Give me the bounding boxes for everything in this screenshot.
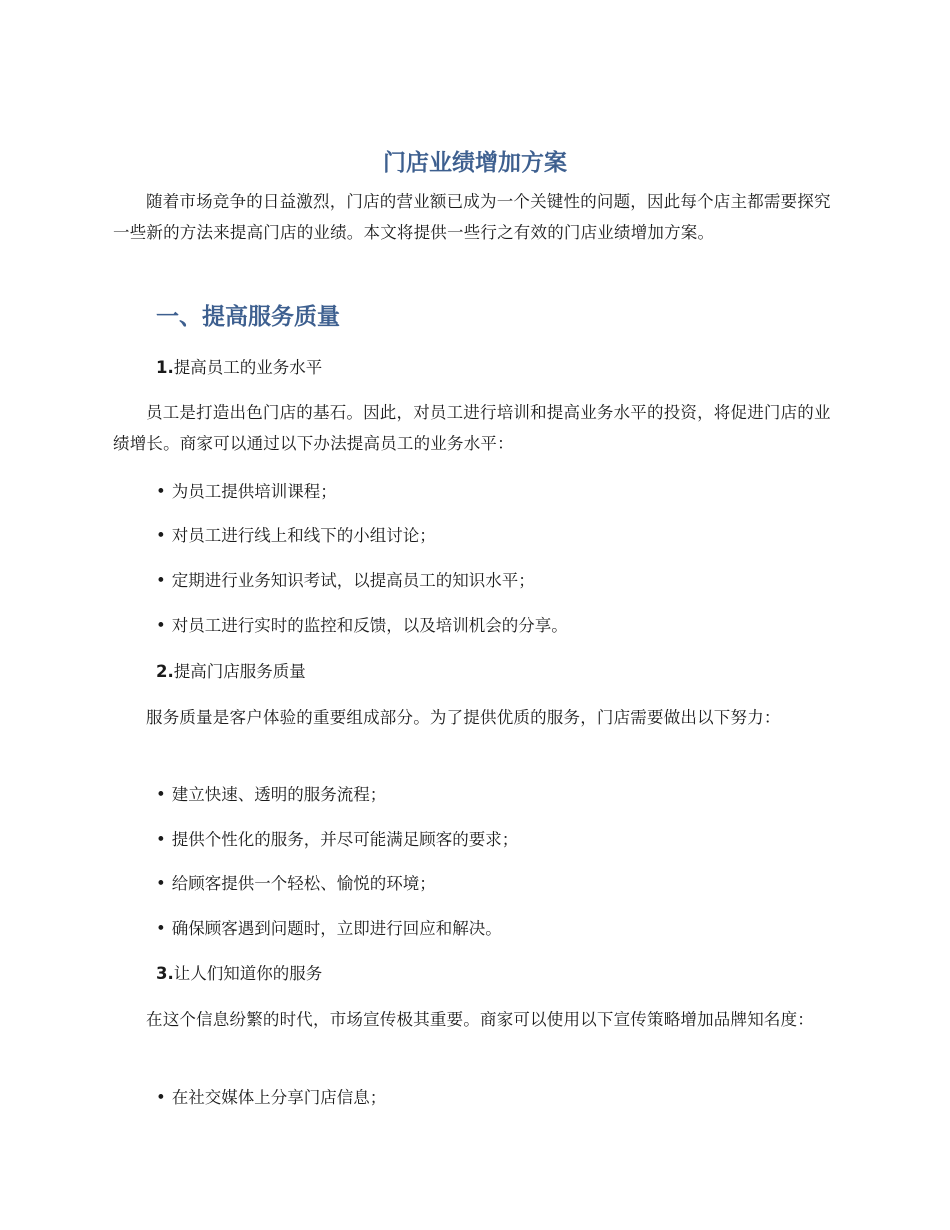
- list-item: • 建立快速、透明的服务流程；: [156, 782, 386, 808]
- list-item: • 在社交媒体上分享门店信息；: [156, 1085, 386, 1111]
- bullet-icon: •: [156, 526, 166, 545]
- bullet-icon: •: [156, 482, 166, 501]
- document-title: 门店业绩增加方案: [383, 150, 567, 176]
- subsection-heading-1: [156, 355, 322, 381]
- subsection-1-paragraph: 员工是打造出色门店的基石。因此，对员工进行培训和提高业务水平的投资，将促进门店的业绩增长。商家可以通过以下办法提高员工的业务水平：: [113, 403, 831, 453]
- subsection-number: 1.: [156, 358, 174, 377]
- list-item: • 对员工进行实时的监控和反馈，以及培训机会的分享。: [156, 613, 568, 639]
- bullet-icon: •: [156, 616, 166, 635]
- subsection-3-paragraph: 在这个信息纷繁的时代，市场宣传极其重要。商家可以使用以下宣传策略增加品牌知名度：: [146, 1010, 814, 1029]
- bullet-icon: •: [156, 874, 166, 893]
- list-item: • 提供个性化的服务，并尽可能满足顾客的要求；: [156, 827, 518, 853]
- bullet-icon: •: [156, 1088, 166, 1107]
- subsection-title: 提高门店服务质量: [173, 662, 306, 681]
- list-item: • 为员工提供培训课程；: [156, 479, 337, 505]
- subsection-2-paragraph: 服务质量是客户体验的重要组成部分。为了提供优质的服务，门店需要做出以下努力：: [146, 708, 781, 727]
- list-item: • 对员工进行线上和线下的小组讨论；: [156, 523, 436, 549]
- list-item: • 定期进行业务知识考试，以提高员工的知识水平；: [156, 568, 535, 594]
- bullet-icon: •: [156, 830, 166, 849]
- subsection-heading-2: [156, 659, 306, 685]
- bullet-icon: •: [156, 785, 166, 804]
- subsection-title: 提高员工的业务水平: [173, 358, 323, 377]
- section-heading-1: 一、提高服务质量: [156, 304, 340, 330]
- subsection-number: 3.: [156, 964, 174, 983]
- intro-paragraph: 随着市场竞争的日益激烈，门店的营业额已成为一个关键性的问题，因此每个店主都需要探究一些新的方法来提高门店的业绩。本文将提供一些行之有效的门店业绩增加方案。: [113, 192, 831, 242]
- bullet-icon: •: [156, 571, 166, 590]
- list-item: • 给顾客提供一个轻松、愉悦的环境；: [156, 871, 436, 897]
- subsection-title: 让人们知道你的服务: [173, 964, 323, 983]
- subsection-heading-3: [156, 961, 322, 987]
- subsection-number: 2.: [156, 662, 174, 681]
- bullet-icon: •: [156, 919, 166, 938]
- list-item: • 确保顾客遇到问题时，立即进行回应和解决。: [156, 916, 502, 942]
